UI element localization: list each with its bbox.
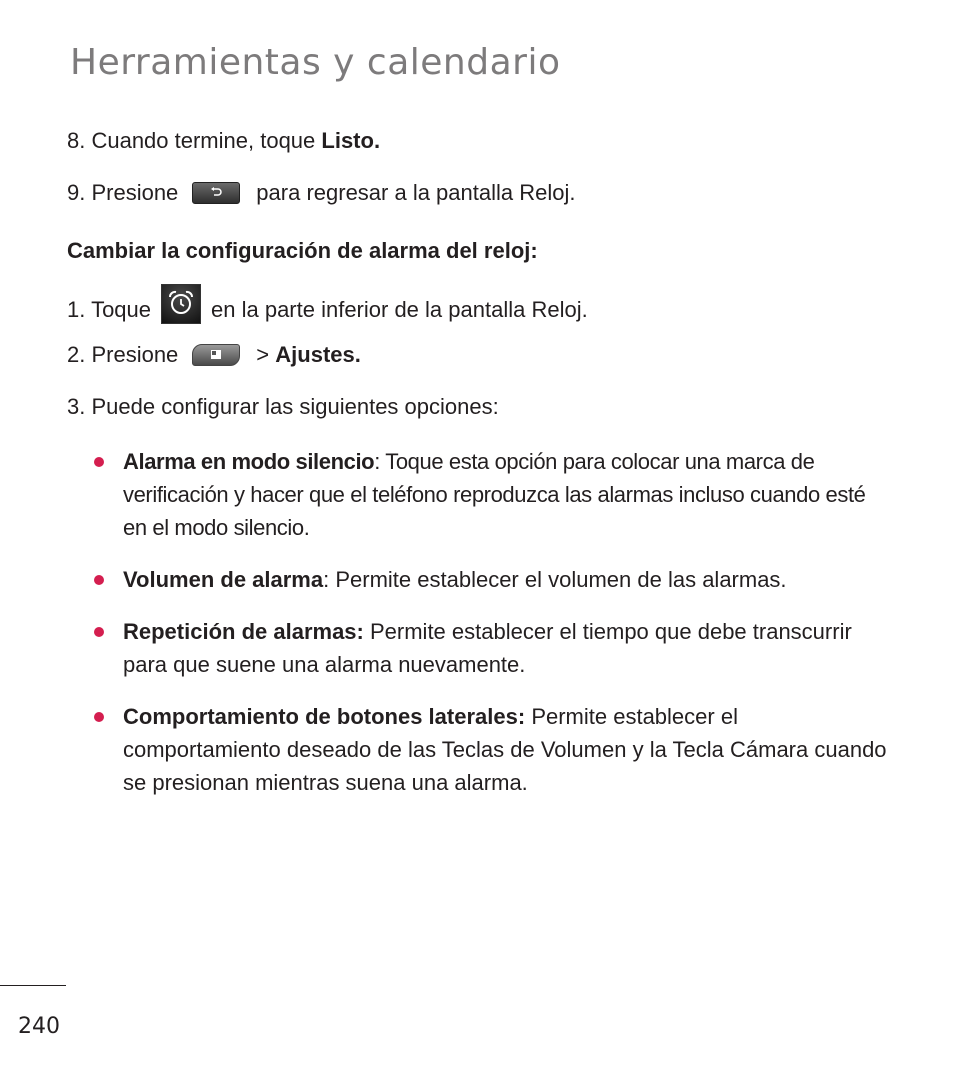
step-text: en la parte inferior de la pantalla Reloj. (211, 297, 588, 322)
option-description: Permite establecer el volumen de las alarmas. (335, 567, 787, 592)
bullet-icon (94, 457, 104, 467)
page-title: Herramientas y calendario (70, 42, 561, 83)
step-text: 9. Presione (67, 180, 179, 205)
menu-key-icon (192, 344, 240, 366)
option-separator: : (374, 449, 386, 474)
list-item (94, 563, 894, 596)
list-item (94, 700, 894, 799)
footer-divider (0, 985, 66, 986)
alarm-clock-icon (161, 284, 201, 324)
option-separator: : (323, 567, 336, 592)
option-description: Toque esta opción para colocar una marca de verificación y hacer que el teléfono reproduzca las alarmas incluso cuando esté en el modo silencio. (123, 449, 866, 540)
step-bold-text: Listo. (321, 128, 381, 153)
step-bold-text: Ajustes. (275, 342, 361, 367)
step-text: 1. Toque (67, 297, 152, 322)
step-text: para regresar a la pantalla Reloj. (256, 180, 576, 205)
option-description: Permite establecer el comportamiento deseado de las Teclas de Volumen y la Tecla Cámara cuando se presionan mientras suena una alarma. (123, 704, 887, 795)
option-term: Volumen de alarma (123, 567, 324, 592)
option-description: Permite establecer el tiempo que debe transcurrir para que suene una alarma nuevamente. (123, 619, 852, 677)
step-8 (67, 128, 380, 154)
back-key-icon (192, 182, 240, 204)
step-9 (67, 180, 575, 206)
step-2 (67, 342, 361, 368)
step-3 (67, 394, 499, 420)
list-item (94, 445, 894, 544)
option-term: Repetición de alarmas: (123, 619, 364, 644)
step-text: 3. Puede configurar las siguientes opciones: (67, 394, 499, 419)
step-1 (67, 290, 588, 330)
option-term: Alarma en modo silencio (123, 449, 375, 474)
step-text: 2. Presione (67, 342, 179, 367)
step-text: 8. Cuando termine, toque (67, 128, 322, 153)
step-text: > (256, 342, 276, 367)
bullet-icon (94, 712, 104, 722)
page-number: 240 (18, 1014, 60, 1039)
list-item (94, 615, 894, 681)
section-subheading: Cambiar la configuración de alarma del reloj: (67, 238, 538, 263)
options-list (94, 445, 894, 818)
bullet-icon (94, 575, 104, 585)
option-term: Comportamiento de botones laterales: (123, 704, 526, 729)
bullet-icon (94, 627, 104, 637)
